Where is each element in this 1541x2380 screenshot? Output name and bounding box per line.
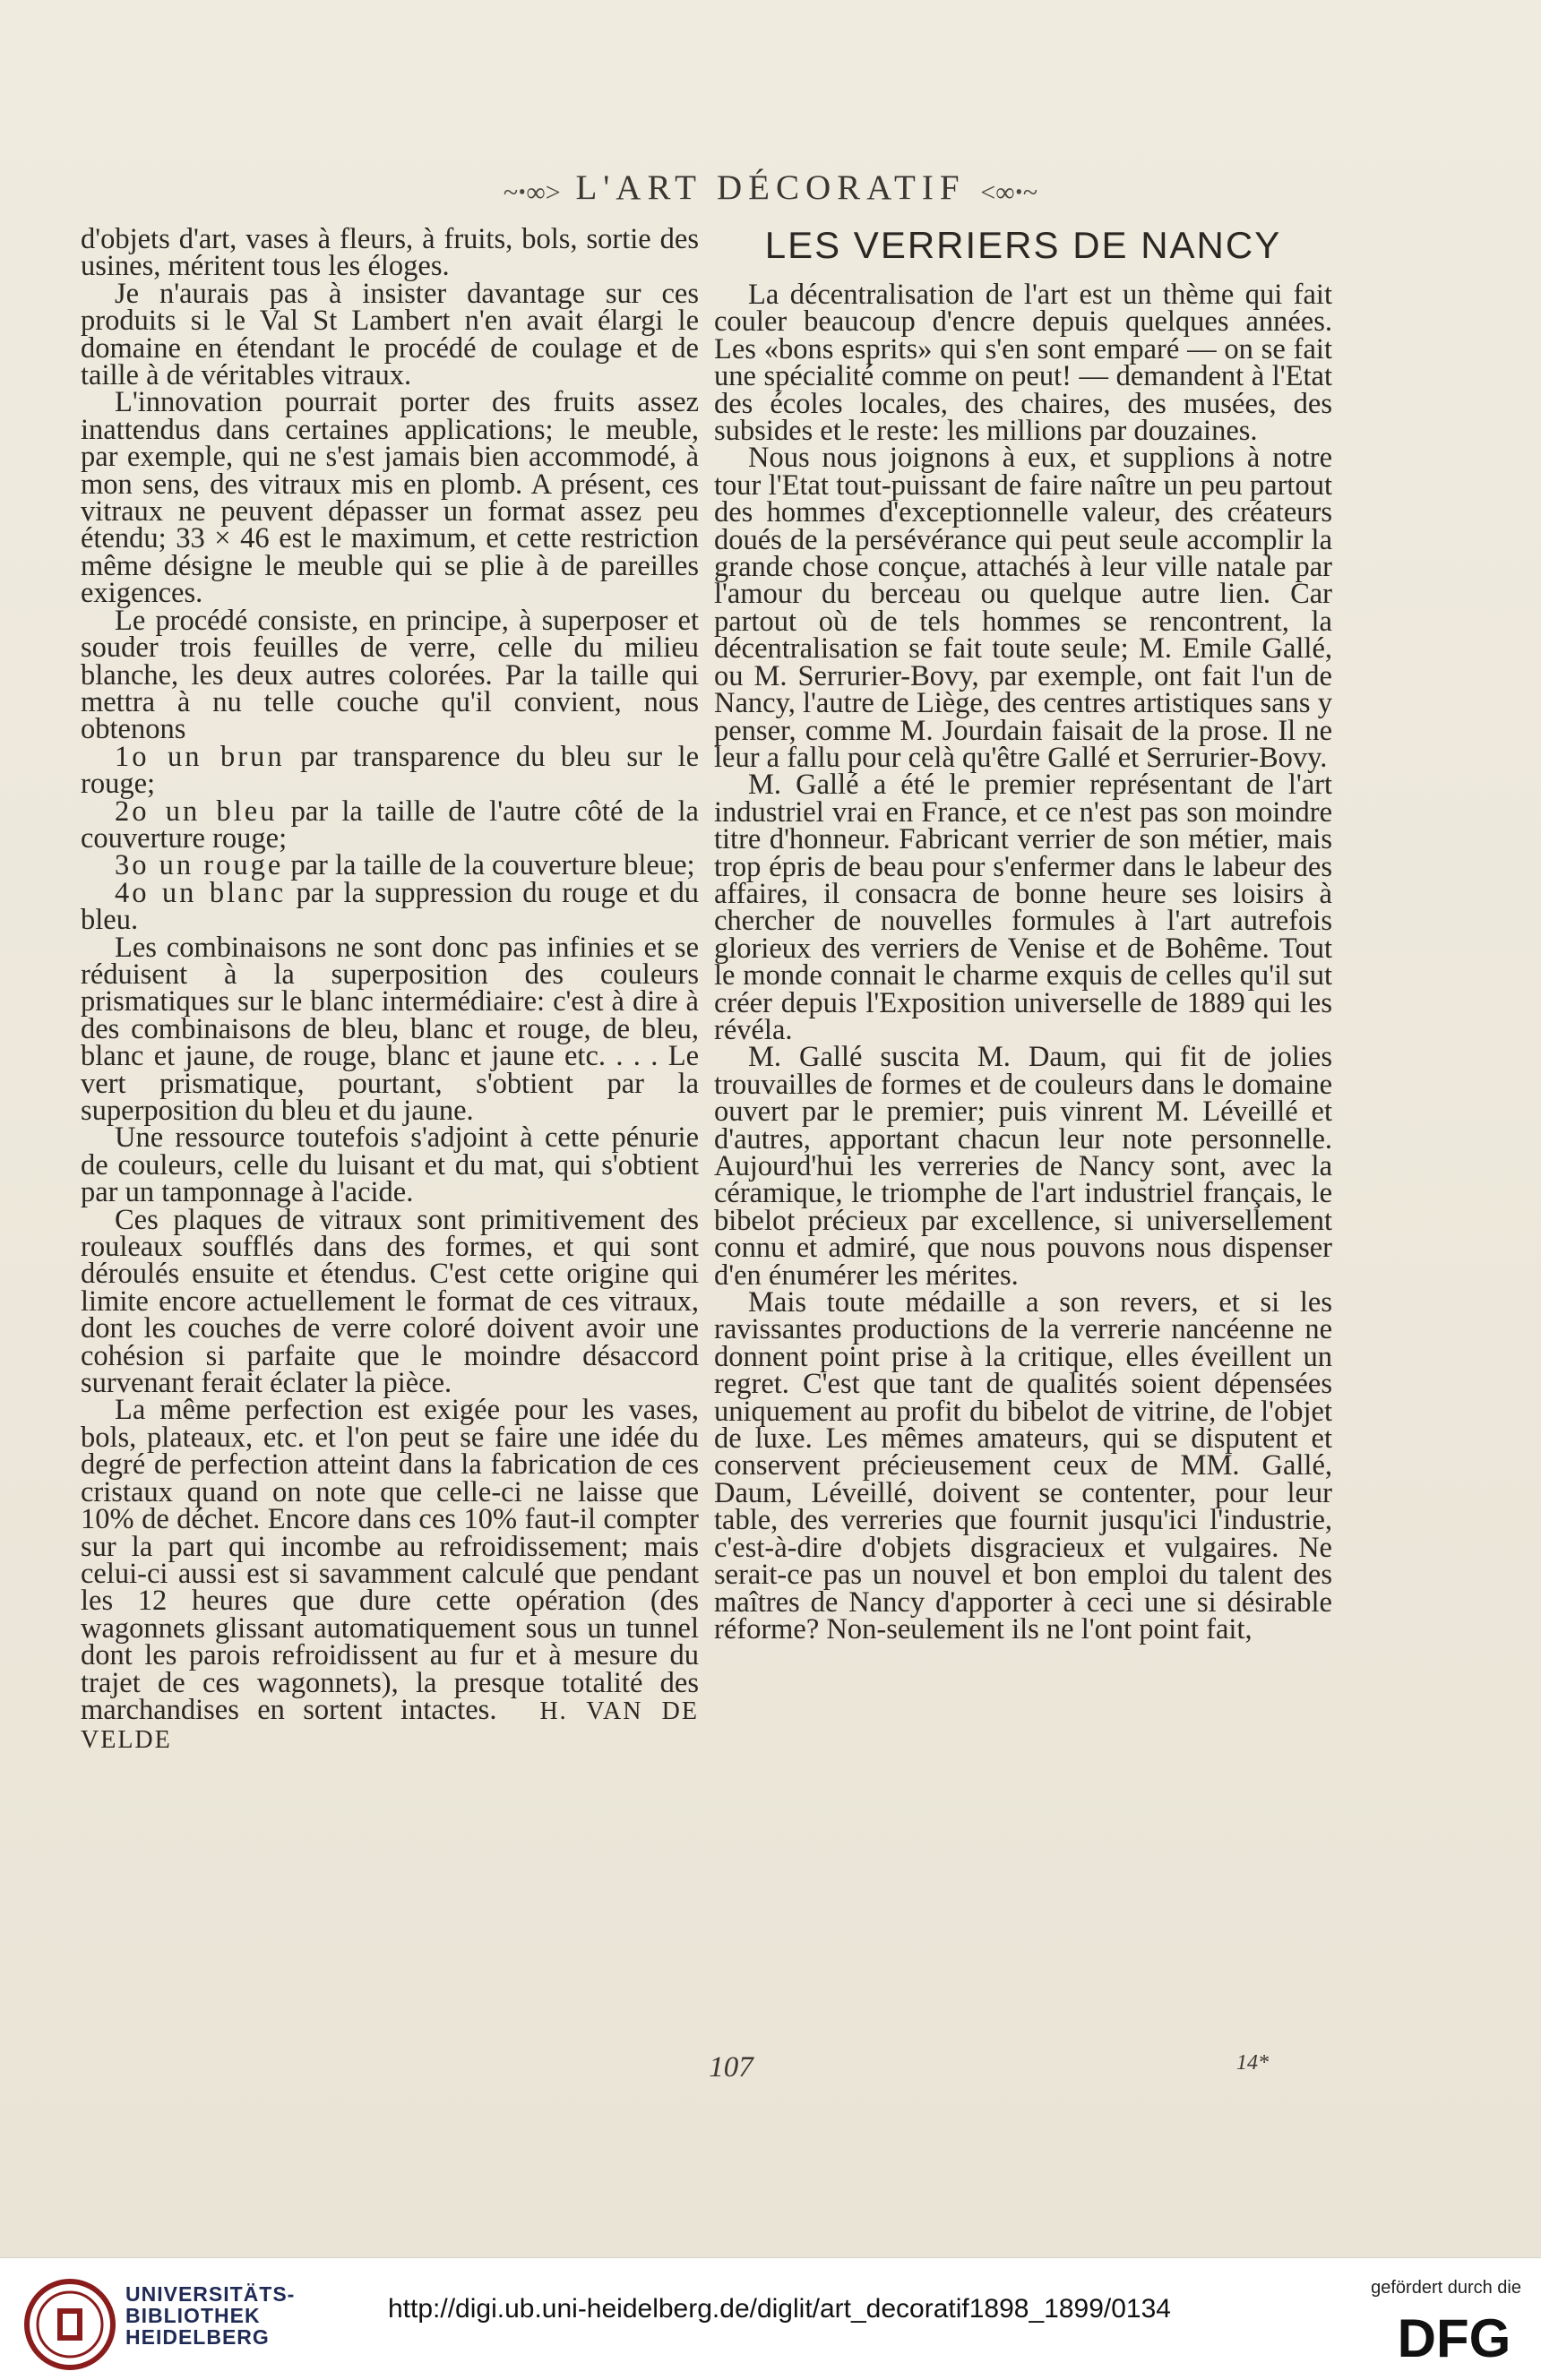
paragraph-text: par la taille de la couverture bleue; [283,849,695,882]
paragraph-text: La même perfection est exigée pour les vases, bols, plateaux, etc. et l'on peut se faire une idée du degré de perfection atteint dans la fabrication de ces cristaux quand on note que celle-ci ne laisse que 10% de déchet. Encore dans ces 10% faut-il compter sur la part qui incombe au refroidissement; mais celui-ci aussi est si savamment calculé que pendant les 12 heures que dure cette opération (des wagonnets glissant automatiquement sous un tunnel dont les parois refroidissent au fur et à mesure du trajet de ces wagonnets), la presque totalité des marchandises en sortent intactes. [81,1394,699,1726]
paragraph [81,931,699,1127]
paragraph-text: Je n'aurais pas à insister davantage sur ces produits si le Val St Lambert n'en avait élargi le domaine en étendant le procédé de coulage et de taille à de véritables vitraux. [81,277,699,392]
paragraph-text: Mais toute médaille a son revers, et si les ravissantes productions de la verrerie nancéenne ne donnent point prise à la critique, elles éveillent un regret. C'est que tant de qualités soient dépensées uniquement au profit du bibelot de vitrine, de l'objet de luxe. Les mêmes amateurs, qui se disputent et conservent précieusement ceux de MM. Gallé, Daum, Léveillé, doivent se contenter, pour leur table, des verreries que fournit jusqu'ici l'industrie, c'est-à-dire d'objets disgracieux et vulgaires. Ne serait-ce pas un nouvel et bon emploi du talent des maîtres de Nancy d'apporter à ceci une si désirable réforme? Non-seulement ils ne l'ont point fait, [714,1286,1332,1645]
paragraph-text: M. Gallé a été le premier représentant de l'art industriel vrai en France, et ce n'est pas son moindre titre d'honneur. Fabricant verrier de son métier, mais trop épris de beau pour s'enfermer dans le labeur des affaires, il consacra de bonne heure ses loisirs à chercher de nouvelles formules à l'art autrefois glorieux des verriers de Venise et de Bohême. Tout le monde connait le charme exquis de celles qu'il sut créer depuis l'Exposition universelle de 1889 qui les révéla. [714,769,1332,1046]
library-name-line: BIBLIOTHEK [125,2304,261,2327]
permalink-url[interactable]: http://digi.ub.uni-heidelberg.de/diglit/art_decoratif1898_1899/0134 [388,2294,1171,2324]
ornament-right-icon: <∞ꞏ~ [980,177,1038,208]
paragraph-text: Une ressource toutefois s'adjoint à cette pénurie de couleurs, celle du luisant et du mat, qui s'obtient par un tamponnage à l'acide. [81,1121,699,1209]
paragraph [81,386,699,610]
left-column [81,223,700,1755]
paragraph-text: par transparence du bleu sur le rouge; [81,740,700,801]
paragraph-text: M. Gallé suscita M. Daum, qui fit de jolies trouvailles de formes et de couleurs dans le domaine ouvert par le premier; puis vinrent M. Léveillé et d'autres, apportant chacun leur note personnelle. Aujourd'hui les verreries de Nancy sont, avec la céramique, le triomphe de l'art industriel français, le bibelot précieux par excellence, si universellement connu et admiré, que nous pouvons nous dispenser d'en énumérer les mérites. [714,1041,1332,1292]
library-name-line: UNIVERSITÄTS- [125,2282,296,2306]
library-name-line: HEIDELBERG [125,2325,270,2349]
paragraph-text: d'objets d'art, vases à fleurs, à fruits, bols, sortie des usines, méritent tous les éloges. [81,223,699,283]
paragraph-text: Nous nous joignons à eux, et supplions à notre tour l'Etat tout-puissant de faire naître un peu partout des hommes d'exceptionnelle valeur, des créateurs doués de la persévérance qui peut seule accomplir la grande chose conçue, attachés à leur ville natale par l'amour du berceau ou quelque autre lien. Car partout où de tels hommes se rencontrent, la décentralisation se fait toute seule; M. Emile Gallé, ou M. Serrurier-Bovy, par exemple, ont fait l'un de Nancy, l'autre de Liège, des centres artistiques sans y penser, comme M. Jourdain faisait de la prose. Il ne leur a fallu pour celà qu'être Gallé et Serrurier-Bovy. [714,442,1332,774]
paragraph [81,604,699,746]
paragraph-text: La décentralisation de l'art est un thème qui fait couler beaucoup d'encre depuis quelques années. Les «bons esprits» qui s'en sont emparé — on se fait une spécialité comme on peut! — demandent à l'Etat des écoles locales, des chaires, des musées, des subsides et le reste: les millions par douzaines. [714,279,1332,448]
paragraph-text: par la suppression du rouge et du bleu. [81,876,699,937]
article-title: LES VERRIERS DE NANCY [764,224,1282,266]
paragraph [81,223,699,283]
paragraph [81,876,699,937]
journal-title: L'ART DÉCORATIF [575,168,966,207]
page-number: 107 [709,2051,753,2084]
paragraph-text: par la taille de l'autre côté de la couverture rouge; [81,795,699,855]
sheet-signature: 14* [1236,2051,1269,2075]
paragraph [81,740,700,801]
university-seal-icon [23,2278,116,2371]
paragraph [714,1286,1332,1645]
paragraph [714,1041,1332,1292]
paragraph [81,1396,699,1754]
enumeration-lead: 4o un blanc [115,876,287,909]
library-name [125,2283,295,2348]
paragraph [714,442,1332,774]
enumeration-lead: 2o un bleu [115,795,278,828]
running-head [0,168,1541,210]
paragraph-text: Le procédé consiste, en principe, à superposer et souder trois feuilles de verre, celle du milieu blanche, les deux autres colorées. Par la taille qui mettra à nu telle couche qu'il convient, nous obtenons [81,604,699,746]
funding-note: gefördert durch die [1371,2278,1521,2298]
paragraph-text: Ces plaques de vitraux sont primitivement des rouleaux soufflés dans des formes, et qui sont déroulés ensuite et étendus. C'est cette origine qui limite encore actuellement le format de ces vitraux, dont les couches de verre coloré doivent avoir une cohésion si parfaite que le moindre désaccord survenant ferait éclater la pièce. [81,1203,699,1400]
paragraph [81,1203,699,1400]
paragraph [81,795,699,855]
ornament-left-icon: ~ꞏ∞> [503,177,561,208]
enumeration-lead: 1o un brun [115,740,285,773]
paragraph [81,277,699,392]
dfg-logo-icon [1387,2308,1521,2364]
paragraph [81,849,699,882]
author-signature: H. VAN DE VELDE [81,1697,699,1755]
paragraph [714,279,1332,448]
svg-text:DFG: DFG [1397,2308,1511,2364]
enumeration-lead: 3o un rouge [115,849,284,882]
right-column [714,226,1332,1643]
paragraph-text: L'innovation pourrait porter des fruits assez inattendus dans certaines applications; le meuble, par exemple, qui ne s'est jamais bien accommodé, à mon sens, des vitraux mis en plomb. A présent, ces vitraux ne peuvent dépasser un format assez peu étendu; 33 × 46 est le maximum, et cette restriction même désigne le meuble qui se plie à de pareilles exigences. [81,386,699,610]
digitization-footer [0,2257,1541,2380]
paragraph [81,1121,699,1209]
paragraph [714,771,1332,1044]
paragraph-text: Les combinaisons ne sont donc pas infinies et se réduisent à la superposition des couleurs prismatiques sur le blanc intermédiaire: c'est à dire à des combinaisons de bleu, blanc et rouge, de bleu, blanc et jaune, de rouge, blanc et jaune etc. . . . Le vert prismatique, pourtant, s'obtient par la superposition du bleu et du jaune. [81,931,699,1127]
